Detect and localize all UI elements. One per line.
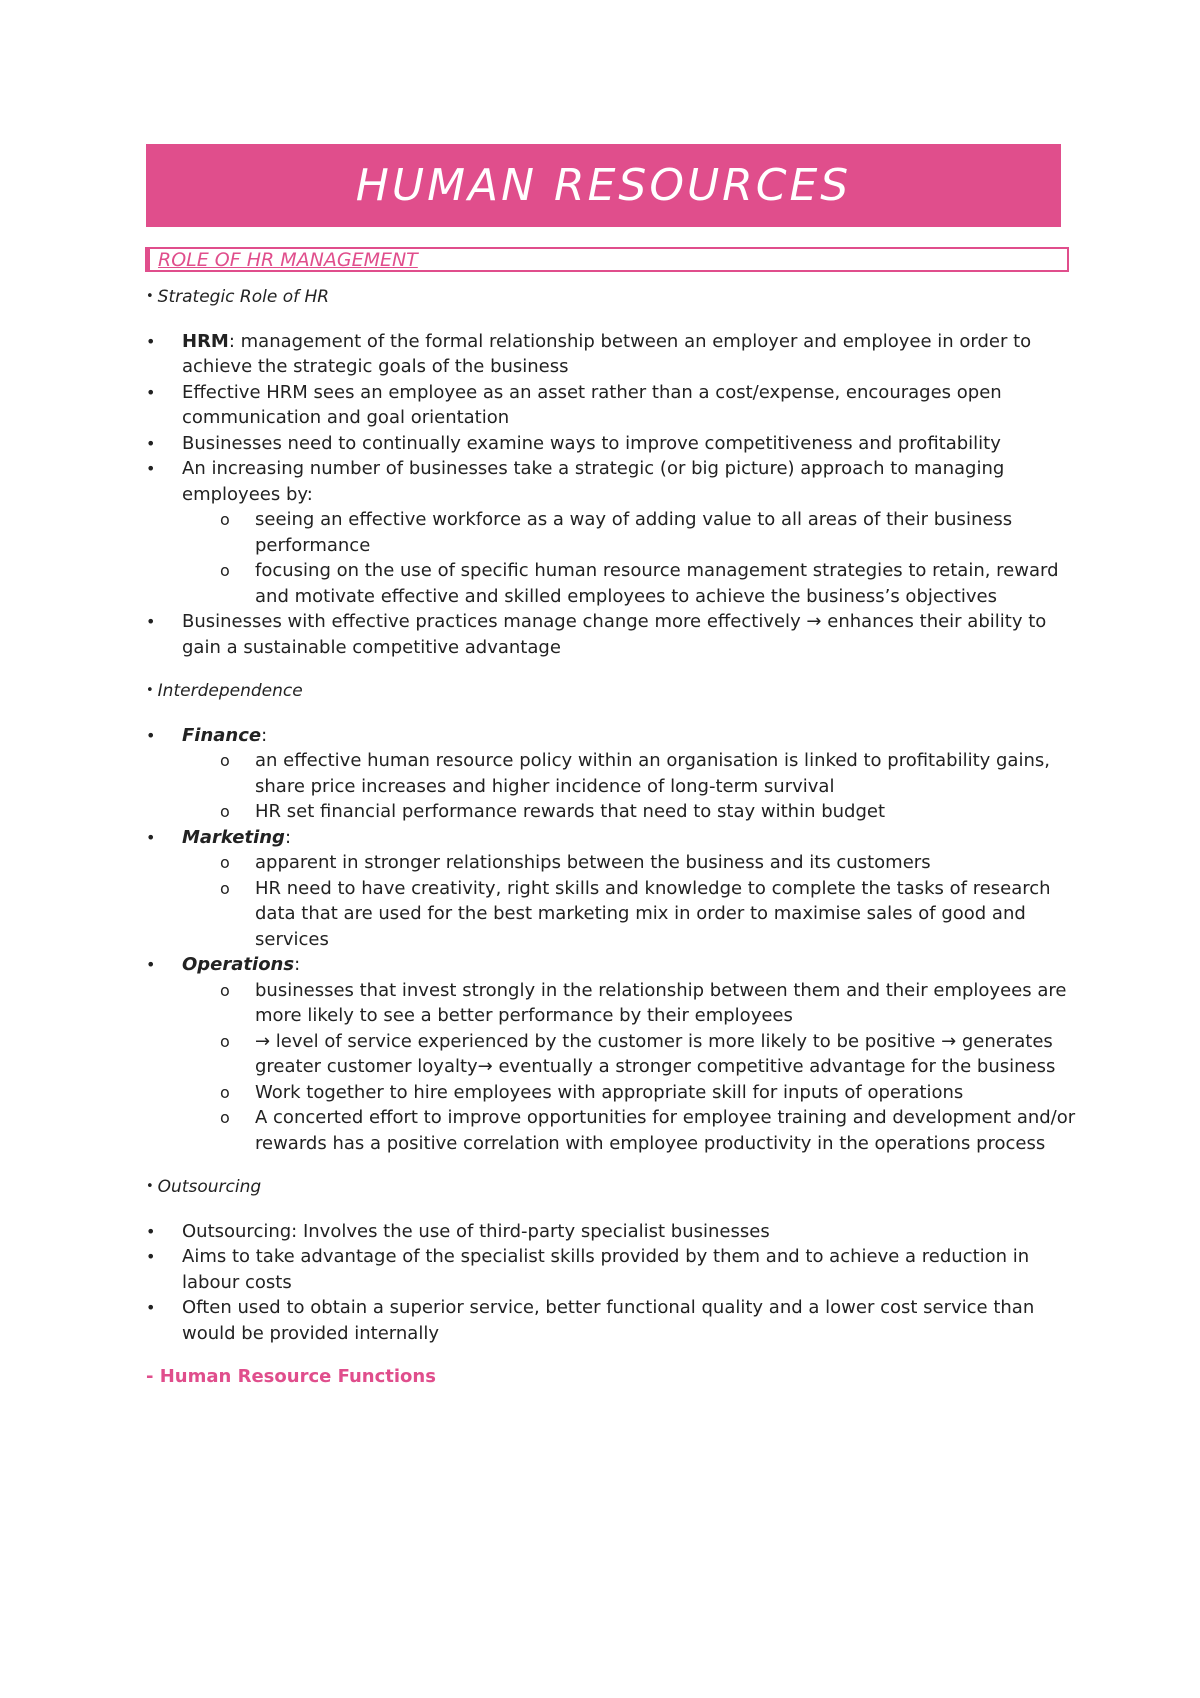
- bullet-list: [146, 723, 1076, 1157]
- sub-list-item: o → level of service experienced by the customer is more likely to be positive → generates greater customer loyalty→ eventually a stronger competitive advantage for the business: [182, 1029, 1076, 1080]
- list-item: • Businesses with effective practices manage change more effectively → enhances their ability to gain a sustainable competitive advantage: [146, 609, 1076, 660]
- list-item: • Businesses need to continually examine ways to improve competitiveness and profitability: [146, 431, 1076, 457]
- sub-list-item: o Work together to hire employees with appropriate skill for inputs of operations: [182, 1080, 1076, 1106]
- sub-list-item: o focusing on the use of specific human resource management strategies to retain, reward and motivate effective and skilled employees to achieve the business’s objectives: [182, 558, 1076, 609]
- bullet-icon: •: [146, 289, 154, 304]
- sub-list-item: o HR set financial performance rewards that need to stay within budget: [182, 799, 1076, 825]
- list-item: • Outsourcing: Involves the use of third-party specialist businesses: [146, 1219, 1076, 1245]
- sub-list-item: o HR need to have creativity, right skills and knowledge to complete the tasks of research data that are used for the best marketing mix in order to maximise sales of good and services: [182, 876, 1076, 953]
- list-item: • Effective HRM sees an employee as an asset rather than a cost/expense, encourages open communication and goal orientation: [146, 380, 1076, 431]
- list-item: • An increasing number of businesses take a strategic (or big picture) approach to managing employees by: o seeing an effective workforce as a way of adding value to all areas of their business performance o focusing on the use of specific human resource management strategies to retain, reward and motivate effective and skilled employees to achieve the business’s objectives: [146, 456, 1076, 609]
- section-title: ROLE OF HR MANAGEMENT: [158, 248, 418, 271]
- subheading-interdependence: • Interdependence: [146, 681, 303, 701]
- sub-list: [182, 850, 1076, 952]
- title-banner: [146, 144, 1061, 227]
- sub-list-item: o businesses that invest strongly in the relationship between them and their employees are more likely to see a better performance by their employees: [182, 978, 1076, 1029]
- sub-list-item: o apparent in stronger relationships between the business and its customers: [182, 850, 1076, 876]
- subheading-outsourcing: • Outsourcing: [146, 1177, 262, 1197]
- footer-heading: - Human Resource Functions: [146, 1366, 436, 1387]
- bullet-list: [146, 329, 1076, 661]
- sub-list: [182, 507, 1076, 609]
- sub-list: [182, 748, 1076, 825]
- document-body: [146, 284, 1076, 1390]
- page-title: HUMAN RESOURCES: [355, 160, 852, 211]
- list-item: • Aims to take advantage of the specialist skills provided by them and to achieve a reduction in labour costs: [146, 1244, 1076, 1295]
- sub-list-item: o an effective human resource policy within an organisation is linked to profitability gains, share price increases and higher incidence of long-term survival: [182, 748, 1076, 799]
- list-item: • Finance: o an effective human resource policy within an organisation is linked to profitability gains, share price increases and higher incidence of long-term survival o HR set financial performance rewards that need to stay within budget: [146, 723, 1076, 825]
- bullet-list: [146, 1219, 1076, 1347]
- sub-list: [182, 978, 1076, 1157]
- sub-list-item: o A concerted effort to improve opportunities for employee training and development and/or rewards has a positive correlation with employee productivity in the operations process: [182, 1105, 1076, 1156]
- bullet-icon: •: [146, 1179, 154, 1194]
- subheading-strategic-role: • Strategic Role of HR: [146, 287, 330, 307]
- list-item: • Often used to obtain a superior service, better functional quality and a lower cost service than would be provided internally: [146, 1295, 1076, 1346]
- sub-list-item: o seeing an effective workforce as a way of adding value to all areas of their business performance: [182, 507, 1076, 558]
- list-item: • HRM: management of the formal relationship between an employer and employee in order to achieve the strategic goals of the business: [146, 329, 1076, 380]
- list-item: • Operations: o businesses that invest strongly in the relationship between them and their employees are more likely to see a better performance by their employees o → level of service experienced by the customer is more likely to be positive → generates greater customer loyalty→ eventually a stronger competitive advantage for the business o Work together to hire employees with appropriate skill for inputs of operations o A concerted effort to improve opportunities for employee training and development and/or rewards has a positive correlation with employee productivity in the operations process: [146, 952, 1076, 1156]
- bullet-icon: •: [146, 683, 154, 698]
- list-item: • Marketing: o apparent in stronger relationships between the business and its customers o HR need to have creativity, right skills and knowledge to complete the tasks of research data that are used for the best marketing mix in order to maximise sales of good and services: [146, 825, 1076, 953]
- section-heading-box: [145, 247, 1069, 272]
